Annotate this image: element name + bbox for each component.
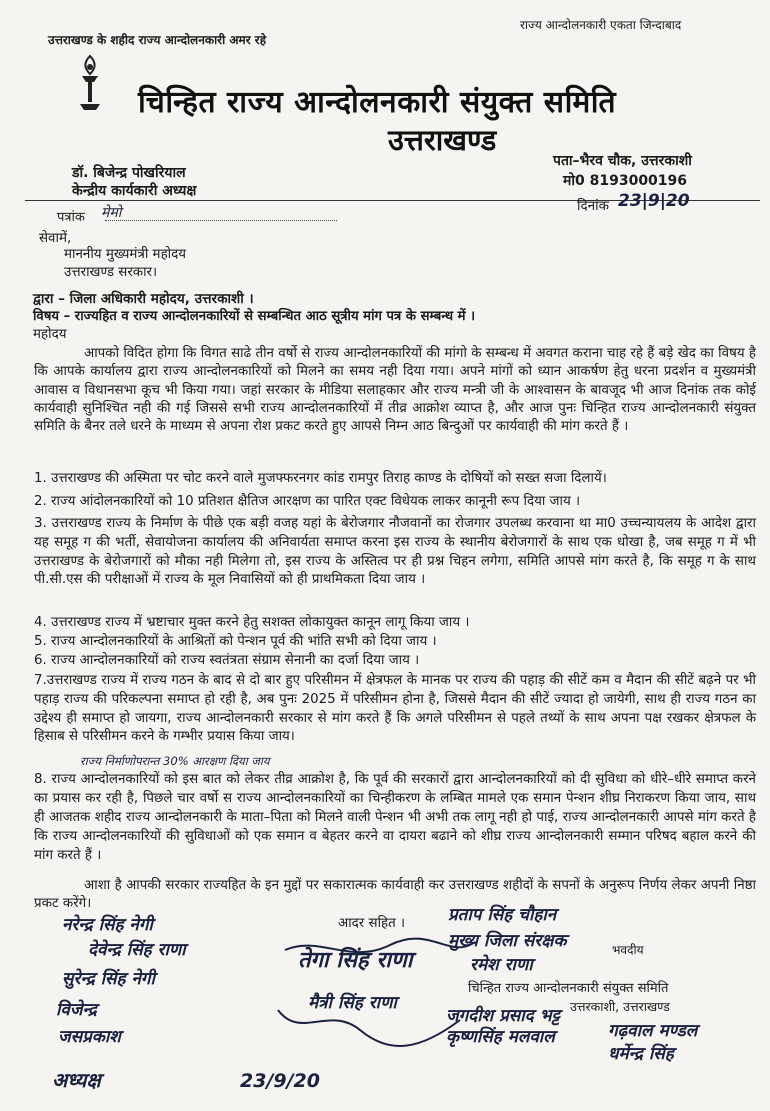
closing-paragraph: आशा है आपकी सरकार राज्यहित के इन मुद्दों पर सकारात्मक कार्यवाही कर उत्तराखण्ड शहीदों के सपनों के अनुरूप निर्णय लेकर अपनी निष्ठा प्रकट करेंगे। xyxy=(34,878,756,912)
salutation-to: सेवामें, xyxy=(39,231,72,246)
patrank-label: पत्रांक xyxy=(57,210,85,225)
signature: अध्यक्ष xyxy=(52,1068,101,1092)
signature: प्रताप सिंह चौहान xyxy=(448,905,557,925)
intro-paragraph: आपको विदित होगा कि विगत साढे तीन वर्षो से राज्य आन्दोलनकारियों की मांगो के सम्बन्ध में अवगत कराना चाह रहे हैं बड़े खेद का विषय है कि आपके कार्यालय द्वारा राज्य आन्दोलनकारियों को मिलने का समय नही दिया गया। अपने मांगों को ध्यान आकर्षण हेतु धरना प्रदर्शन व मुख्यमंत्री आवास व विधानसभा कूच भी किया गया। जहां सरकार के मीडिया सलाहकार और राज्य मन्त्री जी के आश्वासन के बावजूद भी आज दिनांक तक कोई कार्यवाही सुनिश्चित नही की गई जिससे सभी राज्य आन्दोलनकारियों में तीव्र आक्रोश व्याप्त है, और आज पुनः चिन्हित राज्य आन्दोलनकारी संयुक्त समिति के बैनर तले धरने के माध्यम से अपना रोश प्रकट करते हुए आपसे निम्न आठ बिन्दुओं पर कार्यवाही की मांग करते हैं । xyxy=(34,346,756,435)
signature-flourish-icon xyxy=(270,1000,470,1060)
signature: धर्मेन्द्र सिंह xyxy=(608,1044,674,1064)
signature: जगदीश प्रसाद भट्ट xyxy=(446,1006,560,1026)
recipient-line2: उत्तराखण्ड सरकार। xyxy=(64,265,158,280)
demand-item: 8. राज्य आन्दोलनकारियों को इस बात को लेकर तीव्र आक्रोश है, कि पूर्व की सरकारों द्वारा आन्दोलनकारियों को दी सुविधा को धीरे–धीरे समाप्त करने का प्रयास कर रही है, पिछले चार वर्षो स राज्य आन्दोलनकारियों का चिन्हीकरण के लम्बित मामले एक समान पेन्शन शीघ्र निराकरण किया जाय, साथ ही आजतक शहीद राज्य आन्दोलनकारी के माता–पिता को मिलने वाली पेन्शन भी अभी तक लागू नही हो पाई, राज्य आन्दोलनकारी आपसे मांग करते है कि राज्य आन्दोलनकारियों की सुविधाओं को एक समान व बेहतर करने वा दायरा बढाने को शीघ्र राज्य आन्दोलनकारी सम्मान परिषद बहाल करने की मांग करते हैं । xyxy=(34,772,756,863)
handwritten-insert: राज्य निर्माणोपरान्त 30% आरक्षण दिया जाय xyxy=(80,754,270,768)
demand-item: 7.उत्तराखण्ड राज्य में राज्य गठन के बाद से दो बार हुए परिसीमन में क्षेत्रफल के मानक पर राज्य की पहाड़ की सीटें कम व मैदान की सीटें बढ़ने पर भी पहाड़ राज्य की परिकल्पना समाप्त हो रही है, अब पुनः 2025 में परिसीमन होना है, जिससे मैदान की सीटें ज्यादा हो जायेगी, साथ ही राज्य गठन का उद्देश्य ही समाप्त हो जायगा, राज्य आन्दोलनकारी सरकार से मांग करते हैं कि अगले परिसीमन से पहले तथ्यों के साथ अपना पक्ष रखकर क्षेत्रफल के हिसाब से परिसीमन करने के गम्भीर प्रयास किया जाय। xyxy=(34,673,756,745)
signature: मुख्य जिला संरक्षक xyxy=(448,931,567,951)
date-value: 23|9|20 xyxy=(618,191,690,211)
sender-designation: केन्द्रीय कार्यकारी अध्यक्ष xyxy=(72,183,197,199)
top-right-slogan: राज्य आन्दोलनकारी एकता जिन्दाबाद xyxy=(520,18,682,32)
date-label: दिनांक xyxy=(577,198,610,214)
sender-name: डॉ. बिजेन्द्र पोखरियाल xyxy=(72,165,186,181)
bhavdiya-label: भवदीय xyxy=(612,943,644,957)
recipient-line1: माननीय मुख्यमंत्री महोदय xyxy=(64,247,187,262)
regards: आदर सहित । xyxy=(338,916,406,931)
sign-block-line1: चिन्हित राज्य आन्दोलनकारी संयुक्त समिति xyxy=(468,981,669,996)
demand-item: 5. राज्य आन्दोलनकारियों के आश्रितों को पेन्शन पूर्व की भांति सभी को दिया जाय । xyxy=(34,634,437,649)
patrank-value: मेमो xyxy=(101,205,122,221)
torch-logo-icon xyxy=(66,52,114,114)
org-title-line2: उत्तराखण्ड xyxy=(388,123,497,157)
org-title-line1: चिन्हित राज्य आन्दोलनकारी संयुक्त समिति xyxy=(138,85,617,120)
demand-item: 2. राज्य आंदोलनकारियों को 10 प्रतिशत क्षैतिज आरक्षण का पारित एक्ट विधेयक लाकर कानूनी रूप दिया जाय । xyxy=(34,494,581,509)
signature: सुरेन्द्र सिंह नेगी xyxy=(62,969,155,989)
signature: 23/9/20 xyxy=(240,1070,320,1092)
via-line: द्वारा – जिला अधिकारी महोदय, उत्तरकाशी । xyxy=(33,291,254,307)
signature: तेगा सिंह राणा xyxy=(298,948,413,973)
signature: जसप्रकाश xyxy=(58,1027,121,1047)
signature: रमेश राणा xyxy=(470,955,533,975)
mobile: मो0 8193000196 xyxy=(563,173,688,189)
address: पता–भैरव चौक, उत्तरकाशी xyxy=(553,153,692,169)
signature: मैत्री सिंह राणा xyxy=(308,993,397,1013)
signature: देवेन्द्र सिंह राणा xyxy=(88,940,186,960)
sign-block-line2: उत्तरकाशी, उत्तराखण्ड xyxy=(570,999,670,1014)
signature: विजेन्द्र xyxy=(56,1000,97,1020)
patrank-dotted-line xyxy=(105,220,337,221)
signature: कृष्णसिंह मलवाल xyxy=(446,1027,555,1047)
subject-line: विषय – राज्यहित व राज्य आन्दोलनकारियों से सम्बन्धित आठ सूत्रीय मांग पत्र के सम्बन्ध में । xyxy=(33,309,476,324)
demand-item: 4. उत्तराखण्ड राज्य में भ्रष्टाचार मुक्त करने हेतु सशक्त लोकायुक्त कानून लागू किया जाय । xyxy=(34,615,470,630)
signature: गढ़वाल मण्डल xyxy=(608,1021,698,1041)
signature: नरेन्द्र सिंह नेगी xyxy=(62,915,153,935)
top-left-slogan: उत्तराखण्ड के शहीद राज्य आन्दोलनकारी अमर रहे xyxy=(48,33,267,47)
demand-item: 1. उत्तराखण्ड की अस्मिता पर चोट करने वाले मुजफ्फरनगर कांड रामपुर तिराह काण्ड के दोषियों को सख्त सजा दिलायें। xyxy=(34,471,607,486)
demand-item: 3. उत्तराखण्ड राज्य के निर्माण के पीछे एक बड़ी वजह यहां के बेरोजगार नौजवानों का रोजगार उपलब्ध करवाना था मा0 उच्चन्यायलय के आदेश द्वारा यह समूह ग की भर्ती, सेवायोजना कार्यालय की अनिवार्यता समाप्त करना इस राज्य के स्थानीय बेरोजगारों के साथ एक धोखा है, जब समूह ग में भी उत्तराखण्ड के बेरोजगारों को मौका नही मिलेगा तो, इस राज्य के अस्तित्व पर ही प्रश्न चिहन लगेगा, समिति आपसे मांग करते है, कि समूह ग के साथ पी.सी.एस की परीक्षाओं में राज्य के मूल निवासियों को ही प्राथमिकता दिया जाय । xyxy=(34,516,756,588)
demand-item: 6. राज्य आन्दोलनकारियों को राज्य स्वतंत्रता संग्राम सेनानी का दर्जा दिया जाय । xyxy=(34,653,420,668)
signature-flourish-icon xyxy=(280,930,480,990)
greeting: महोदय xyxy=(33,327,67,342)
